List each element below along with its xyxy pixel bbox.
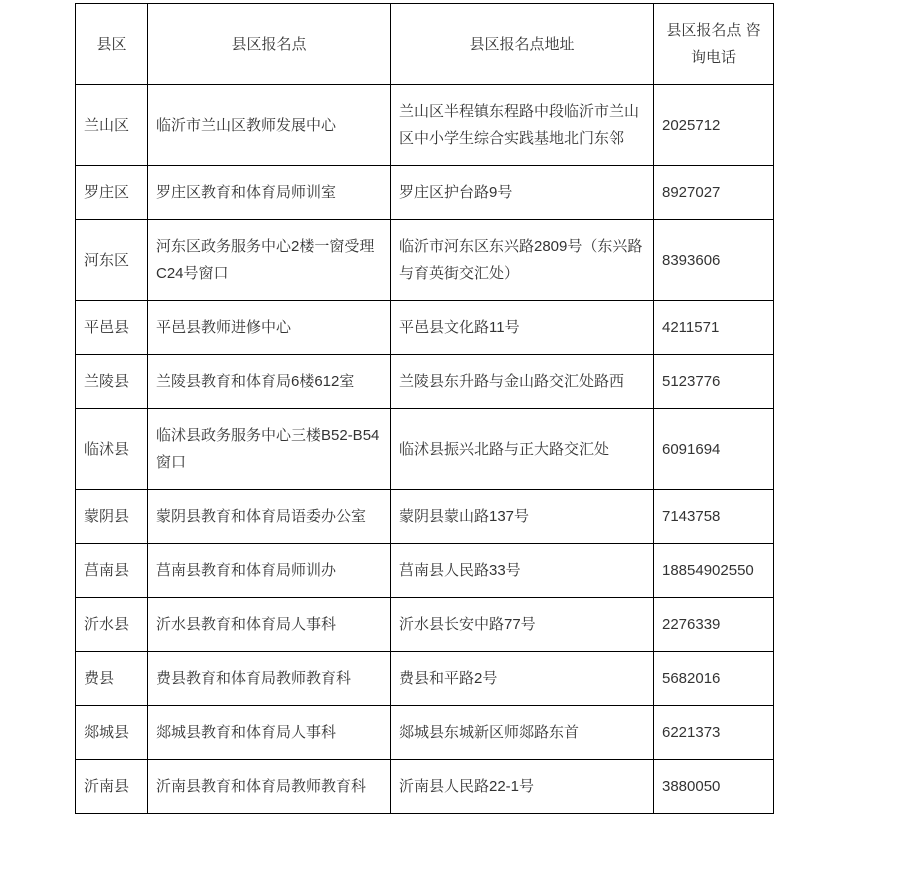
header-cell-address: 县区报名点地址: [391, 4, 654, 85]
registration-sites-table: [75, 3, 774, 814]
address-cell: 兰山区半程镇东程路中段临沂市兰山区中小学生综合实践基地北门东邻: [391, 85, 654, 166]
phone-cell: 3880050: [654, 760, 774, 814]
address-cell: 临沭县振兴北路与正大路交汇处: [391, 409, 654, 490]
district-cell: 莒南县: [76, 544, 148, 598]
district-cell: 临沭县: [76, 409, 148, 490]
address-cell: 郯城县东城新区师郯路东首: [391, 706, 654, 760]
phone-cell: 6221373: [654, 706, 774, 760]
phone-cell: 8393606: [654, 220, 774, 301]
site-cell: 莒南县教育和体育局师训办: [148, 544, 391, 598]
district-cell: 沂南县: [76, 760, 148, 814]
table-row: [76, 706, 774, 760]
table-body: [76, 85, 774, 814]
table-row: [76, 355, 774, 409]
district-cell: 蒙阴县: [76, 490, 148, 544]
phone-cell: 5682016: [654, 652, 774, 706]
header-cell-phone: 县区报名点 咨询电话: [654, 4, 774, 85]
district-cell: 兰陵县: [76, 355, 148, 409]
table-row: [76, 166, 774, 220]
site-cell: 费县教育和体育局教师教育科: [148, 652, 391, 706]
site-cell: 郯城县教育和体育局人事科: [148, 706, 391, 760]
site-cell: 兰陵县教育和体育局6楼612室: [148, 355, 391, 409]
address-cell: 临沂市河东区东兴路2809号（东兴路与育英街交汇处）: [391, 220, 654, 301]
phone-cell: 4211571: [654, 301, 774, 355]
district-cell: 平邑县: [76, 301, 148, 355]
phone-cell: 8927027: [654, 166, 774, 220]
district-cell: 河东区: [76, 220, 148, 301]
address-cell: 罗庄区护台路9号: [391, 166, 654, 220]
address-cell: 蒙阴县蒙山路137号: [391, 490, 654, 544]
site-cell: 河东区政务服务中心2楼一窗受理C24号窗口: [148, 220, 391, 301]
site-cell: 平邑县教师进修中心: [148, 301, 391, 355]
address-cell: 沂南县人民路22-1号: [391, 760, 654, 814]
header-cell-site: 县区报名点: [148, 4, 391, 85]
district-cell: 沂水县: [76, 598, 148, 652]
address-cell: 沂水县长安中路77号: [391, 598, 654, 652]
district-cell: 罗庄区: [76, 166, 148, 220]
site-cell: 临沂市兰山区教师发展中心: [148, 85, 391, 166]
header-row: [76, 4, 774, 85]
site-cell: 沂水县教育和体育局人事科: [148, 598, 391, 652]
site-cell: 临沭县政务服务中心三楼B52-B54窗口: [148, 409, 391, 490]
phone-cell: 6091694: [654, 409, 774, 490]
table-row: [76, 409, 774, 490]
table-row: [76, 652, 774, 706]
address-cell: 平邑县文化路11号: [391, 301, 654, 355]
table-row: [76, 760, 774, 814]
header-cell-district: 县区: [76, 4, 148, 85]
phone-cell: 2276339: [654, 598, 774, 652]
district-cell: 费县: [76, 652, 148, 706]
address-cell: 兰陵县东升路与金山路交汇处路西: [391, 355, 654, 409]
phone-cell: 5123776: [654, 355, 774, 409]
table-row: [76, 598, 774, 652]
address-cell: 费县和平路2号: [391, 652, 654, 706]
table-row: [76, 490, 774, 544]
district-cell: 郯城县: [76, 706, 148, 760]
site-cell: 罗庄区教育和体育局师训室: [148, 166, 391, 220]
site-cell: 蒙阴县教育和体育局语委办公室: [148, 490, 391, 544]
address-cell: 莒南县人民路33号: [391, 544, 654, 598]
site-cell: 沂南县教育和体育局教师教育科: [148, 760, 391, 814]
phone-cell: 7143758: [654, 490, 774, 544]
table-row: [76, 220, 774, 301]
phone-cell: 18854902550: [654, 544, 774, 598]
table-row: [76, 544, 774, 598]
table-row: [76, 301, 774, 355]
table-row: [76, 85, 774, 166]
district-cell: 兰山区: [76, 85, 148, 166]
phone-cell: 2025712: [654, 85, 774, 166]
